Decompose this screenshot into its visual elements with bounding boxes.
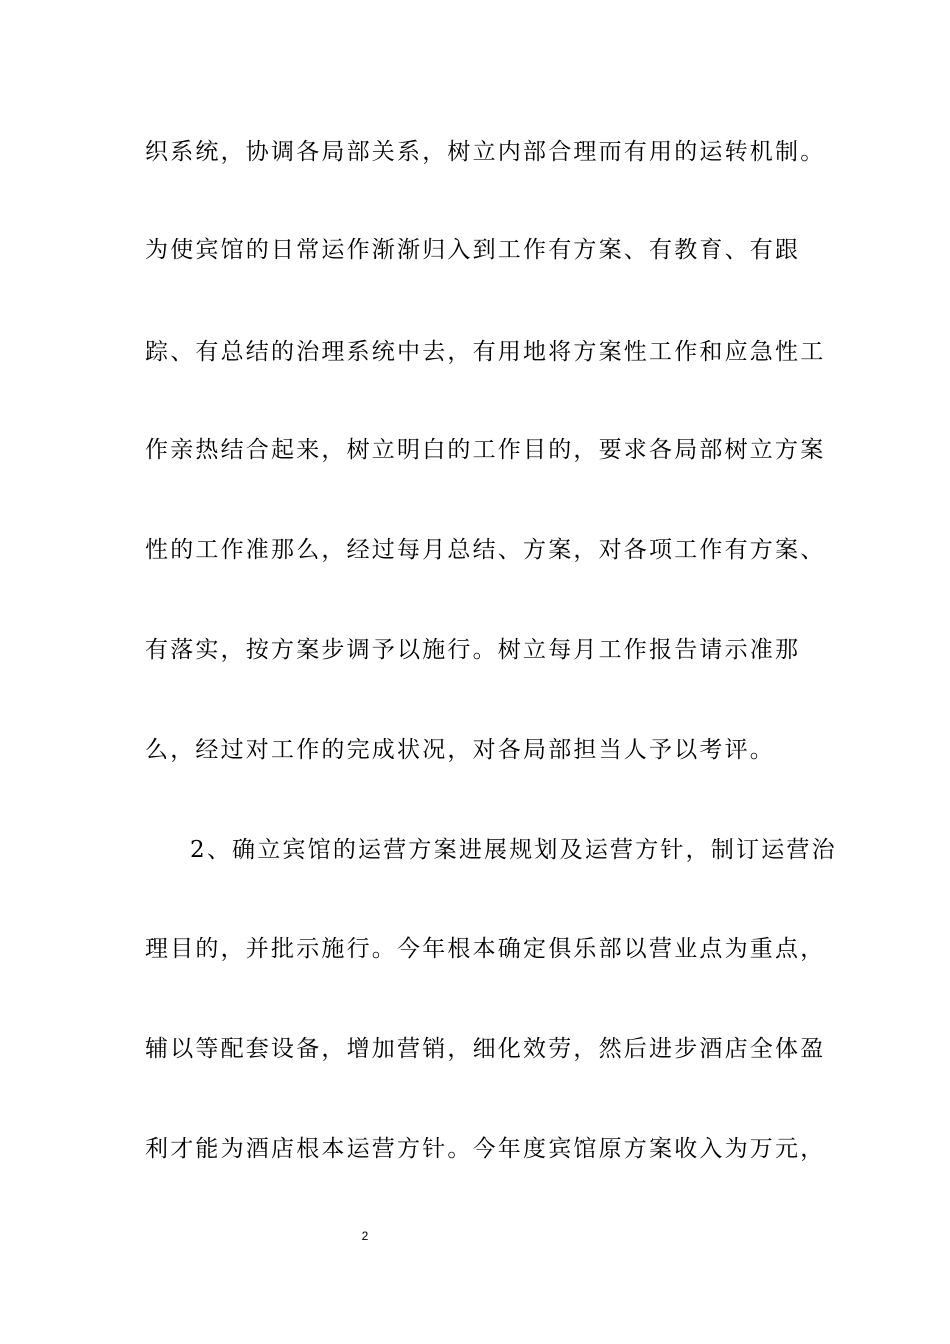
text-line-9: 理目的，并批示施行。今年根本确定俱乐部以营业点为重点， <box>145 936 826 962</box>
page-number: 2 <box>361 1229 369 1243</box>
text-line-11: 利才能为酒店根本运营方针。今年度宾馆原方案收入为万元， <box>145 1136 826 1162</box>
text-line-2: 为使宾馆的日常运作渐渐归入到工作有方案、有教育、有跟 <box>145 237 801 263</box>
text-line-8: 2、确立宾馆的运营方案进展规划及运营方针，制订运营治 <box>190 837 837 863</box>
text-line-7: 么，经过对工作的完成状况，对各局部担当人予以考评。 <box>145 737 775 763</box>
text-line-3: 踪、有总结的治理系统中去，有用地将方案性工作和应急性工 <box>145 339 826 365</box>
text-line-1: 织系统，协调各局部关系，树立内部合理而有用的运转机制。 <box>145 139 826 165</box>
text-line-10: 辅以等配套设备，增加营销，细化效劳，然后进步酒店全体盈 <box>145 1036 826 1062</box>
text-line-4: 作亲热结合起来，树立明白的工作目的，要求各局部树立方案 <box>145 437 826 463</box>
text-line-5: 性的工作准那么，经过每月总结、方案，对各项工作有方案、 <box>145 537 826 563</box>
text-line-6: 有落实，按方案步调予以施行。树立每月工作报告请示准那 <box>145 637 801 663</box>
